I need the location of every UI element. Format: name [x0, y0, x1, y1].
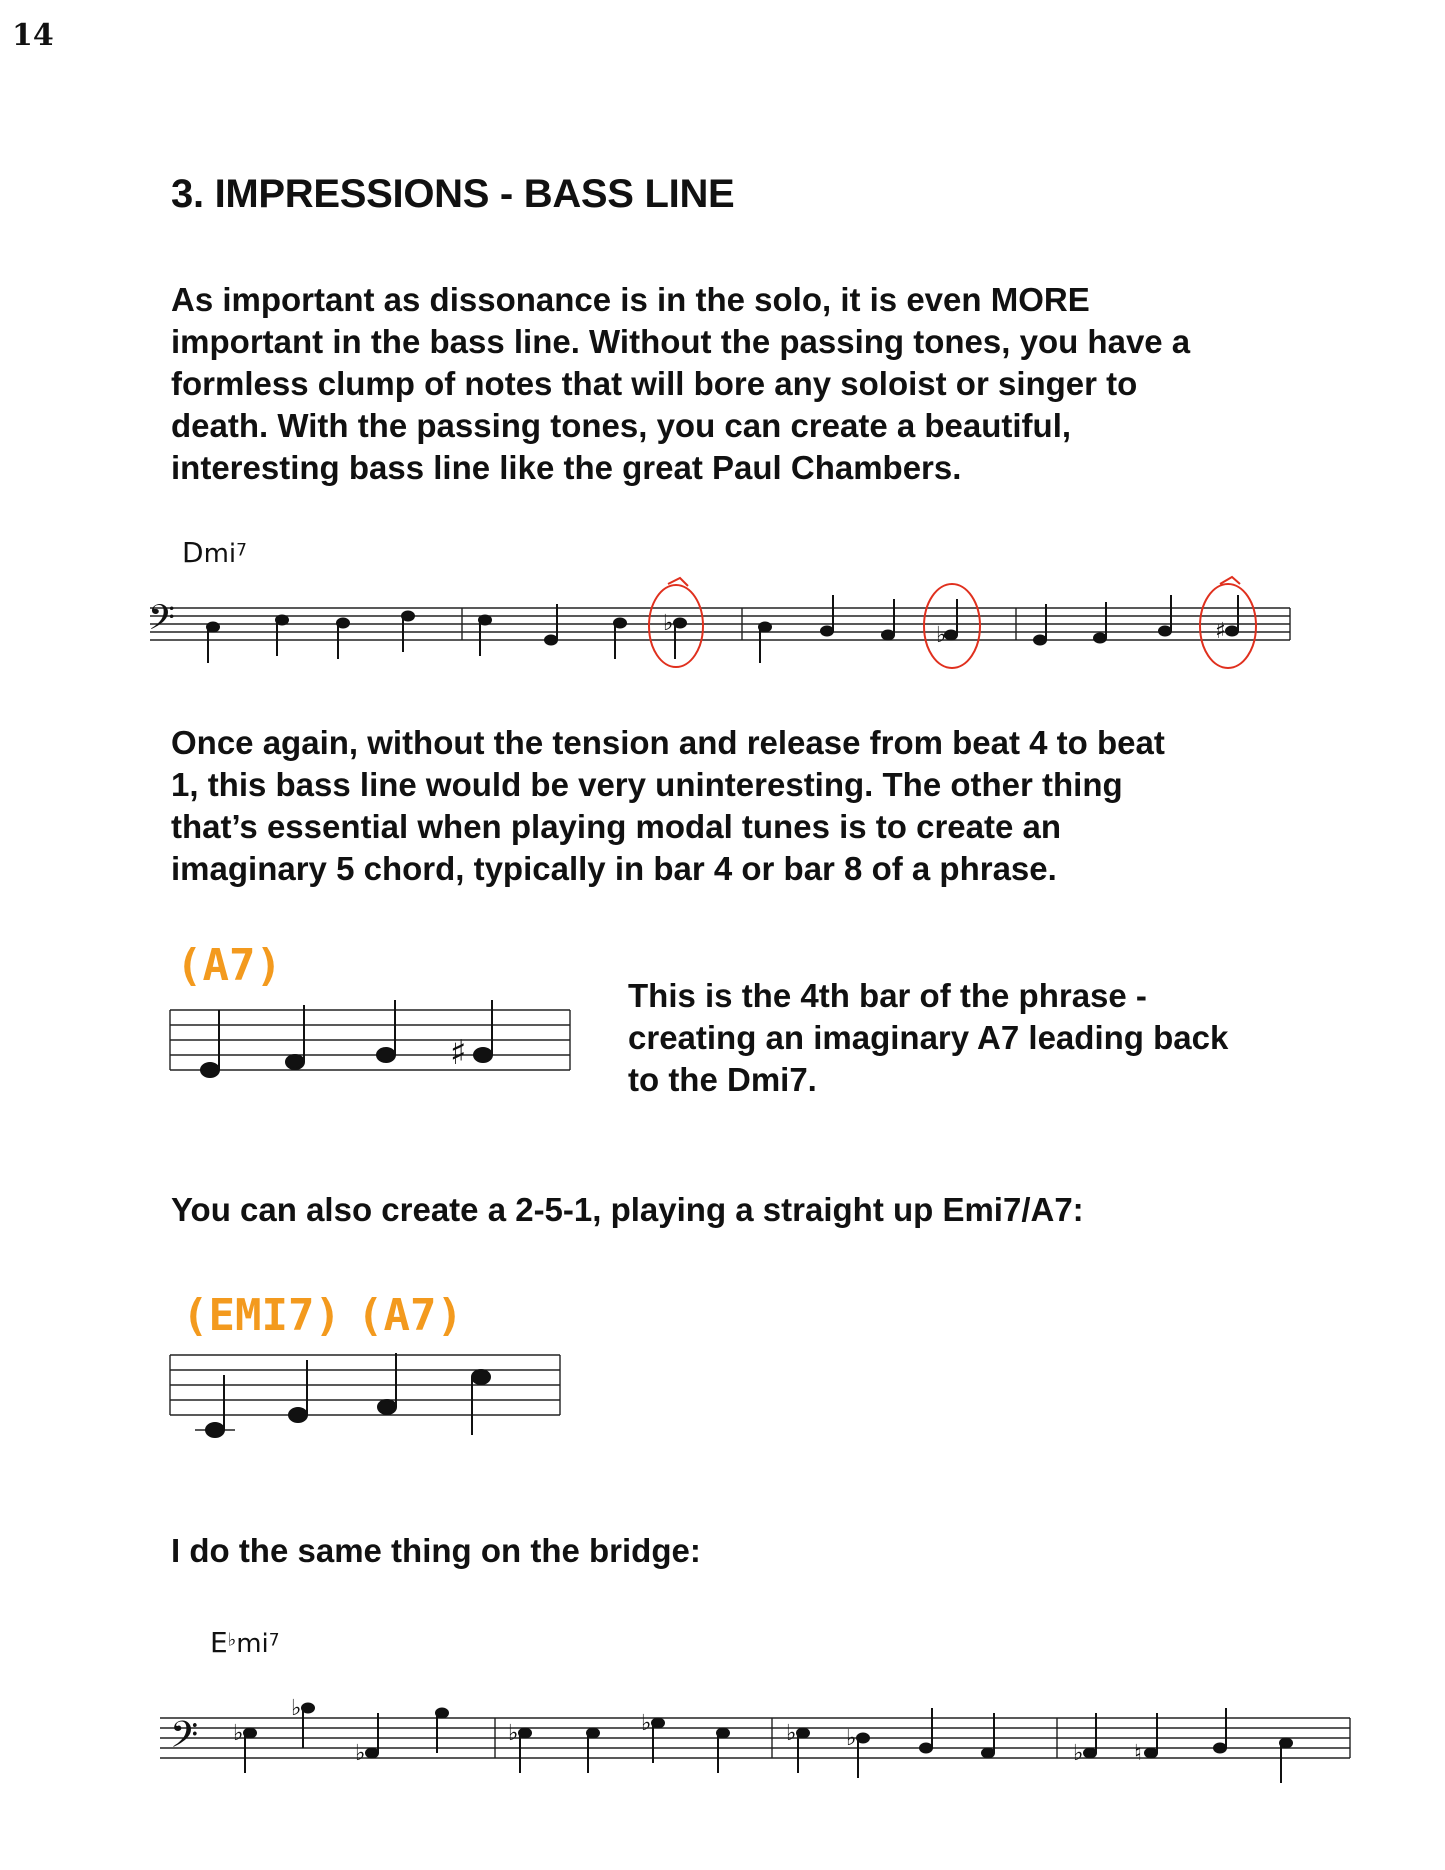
chord-symbol-dmi7: Dmi$^7$: [182, 536, 247, 569]
flat-icon: ♭: [355, 1741, 366, 1766]
natural-icon: ♮: [1134, 1741, 1142, 1766]
music-staff-example-3: [165, 1345, 565, 1445]
text-line: interesting bass line like the great Paul Chambers.: [171, 449, 962, 486]
text-line: 1, this bass line would be very uninteresting. The other thing: [171, 766, 1123, 803]
text-line: death. With the passing tones, you can create a beautiful,: [171, 407, 1072, 444]
text-line: imaginary 5 chord, typically in bar 4 or bar 8 of a phrase.: [171, 850, 1057, 887]
intro-paragraph: [171, 279, 1301, 489]
chord-symbol-emi7: (EMI7): [182, 1290, 341, 1341]
text-line: As important as dissonance is in the solo, it is even MORE: [171, 281, 1090, 318]
text-line: formless clump of notes that will bore any soloist or singer to: [171, 365, 1138, 402]
tension-paragraph: [171, 722, 1301, 890]
chord-symbol-ebmi7: $E^♭mi^7$: [210, 1626, 280, 1659]
text-line: to the Dmi7.: [628, 1061, 817, 1098]
bridge-paragraph: I do the same thing on the bridge:: [171, 1532, 701, 1569]
bass-clef-icon: 𝄢: [170, 1714, 199, 1765]
caption-a7: [628, 975, 1308, 1101]
bass-clef-icon: 𝄢: [148, 597, 176, 646]
two-five-one-paragraph: You can also create a 2-5-1, playing a straight up Emi7/A7:: [171, 1191, 1084, 1228]
flat-icon: ♭: [1073, 1741, 1084, 1766]
music-staff-example-4: [150, 1670, 1360, 1800]
flat-icon: ♭: [786, 1721, 797, 1746]
section-heading: 3. IMPRESSIONS - BASS LINE: [171, 172, 735, 216]
page-number: 14: [12, 18, 54, 53]
flat-icon: ♭: [291, 1696, 302, 1721]
text-line: important in the bass line. Without the passing tones, you have a: [171, 323, 1191, 360]
music-staff-example-1: [140, 560, 1300, 690]
flat-icon: ♭: [508, 1721, 519, 1746]
flat-icon: ♭: [846, 1726, 857, 1751]
flat-icon: ♭: [641, 1711, 652, 1736]
chord-symbol-a7: (A7): [176, 940, 282, 991]
text-line: This is the 4th bar of the phrase -: [628, 977, 1147, 1014]
flat-icon: ♭: [233, 1721, 244, 1746]
sharp-icon: ♯: [450, 1033, 467, 1073]
flat-icon: ♭: [663, 611, 674, 636]
text-line: creating an imaginary A7 leading back: [628, 1019, 1229, 1056]
music-staff-example-2: [165, 1000, 575, 1090]
flat-icon: ♭: [936, 623, 947, 648]
annotation-circles: [649, 577, 1256, 668]
chord-symbol-a7: (A7): [357, 1290, 463, 1341]
text-line: Once again, without the tension and release from beat 4 to beat: [171, 724, 1165, 761]
text-line: that’s essential when playing modal tunes is to create an: [171, 808, 1062, 845]
sharp-icon: ♯: [1215, 619, 1226, 644]
